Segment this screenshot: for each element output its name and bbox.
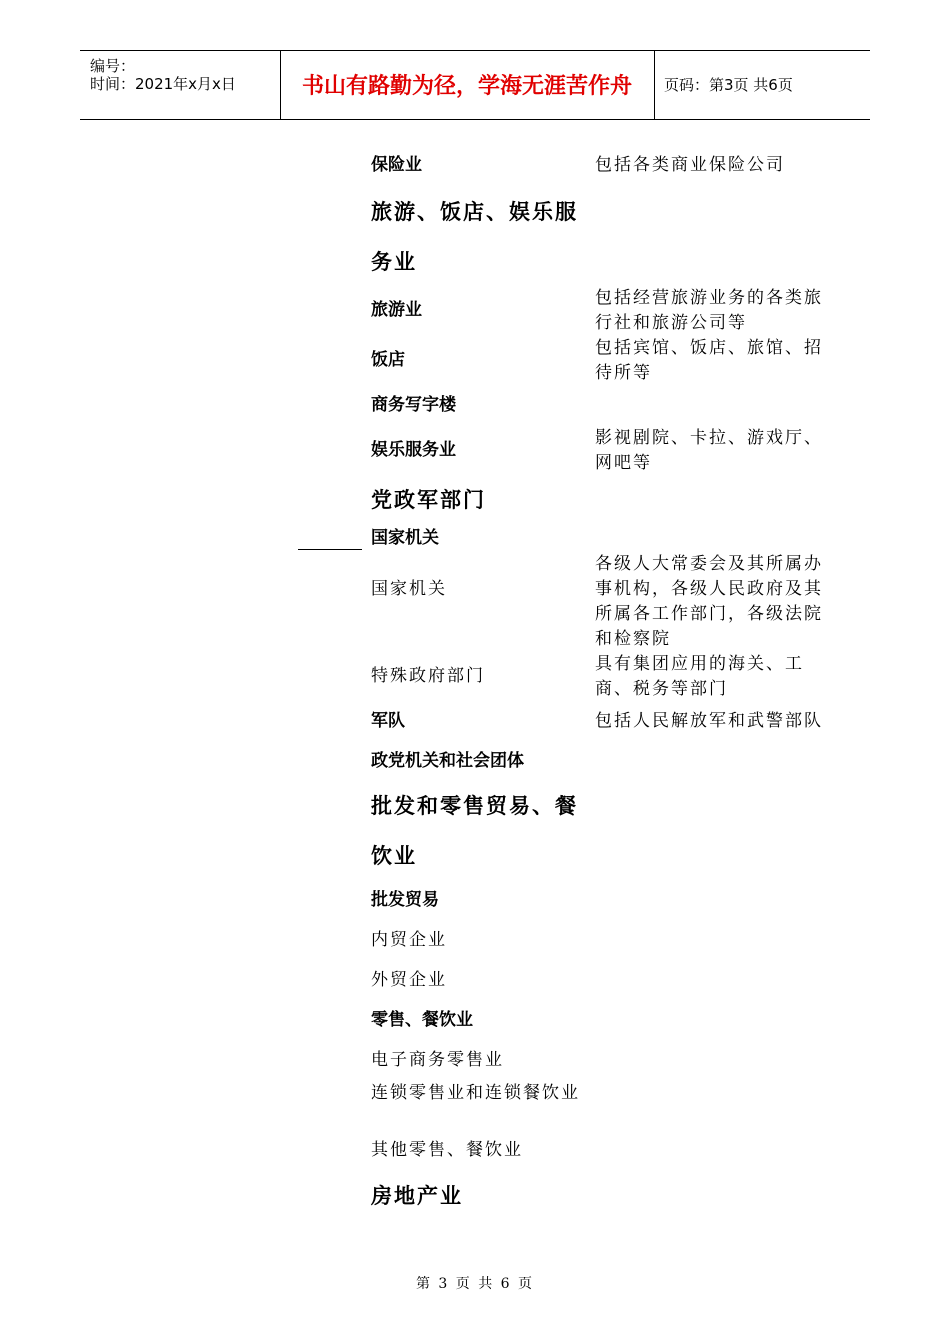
category-label: 军队 [371, 711, 405, 731]
category-label: 特殊政府部门 [371, 666, 485, 686]
category-description: 各级人大常委会及其所属办事机构，各级人民政府及其所属各工作部门，各级法院和检察院 [595, 554, 823, 649]
category-label: 内贸企业 [371, 930, 447, 950]
category-label: 旅游业 [371, 300, 422, 320]
subcategory-label: 零售、餐饮业 [371, 1010, 473, 1030]
page-header [80, 50, 870, 120]
category-description: 包括经营旅游业务的各类旅行社和旅游公司等 [595, 288, 823, 333]
category-description: 包括各类商业保险公司 [595, 155, 785, 175]
category-label: 娱乐服务业 [371, 440, 456, 460]
category-label: 保险业 [371, 155, 422, 175]
header-motto: 书山有路勤为径，学海无涯苦作舟 [301, 74, 632, 99]
section-title-line: 房地产业 [371, 1183, 463, 1208]
section-title-line: 批发和零售贸易、餐 [371, 793, 578, 818]
category-label: 国家机关 [371, 579, 447, 599]
category-label: 电子商务零售业 [371, 1050, 504, 1070]
document-number-label: 编号： [90, 57, 136, 75]
category-label: 政党机关和社会团体 [371, 751, 524, 771]
subcategory-label: 国家机关 [371, 528, 439, 548]
header-divider [280, 51, 281, 119]
header-page-info: 页码：第3页 共6页 [664, 76, 793, 94]
subcategory-label: 批发贸易 [371, 890, 439, 910]
header-divider [654, 51, 655, 119]
category-description: 具有集团应用的海关、工商、税务等部门 [595, 654, 804, 699]
category-description: 影视剧院、卡拉、游戏厅、网吧等 [595, 428, 823, 473]
document-time-label: 时间：2021年x月x日 [90, 75, 236, 93]
category-label: 饭店 [371, 350, 405, 370]
category-description: 包括宾馆、饭店、旅馆、招待所等 [595, 338, 823, 383]
page-footer: 第 3 页 共 6 页 [415, 1276, 535, 1292]
section-title-line: 饮业 [371, 843, 417, 868]
underline-rule [298, 549, 362, 550]
category-label: 其他零售、餐饮业 [371, 1140, 523, 1160]
category-label: 商务写字楼 [371, 395, 456, 415]
section-title-line: 党政军部门 [371, 487, 486, 512]
category-label: 连锁零售业和连锁餐饮业 [371, 1083, 580, 1103]
section-title-line: 务业 [371, 249, 417, 274]
section-title-line: 旅游、饭店、娱乐服 [371, 199, 578, 224]
category-description: 包括人民解放军和武警部队 [595, 711, 823, 731]
category-label: 外贸企业 [371, 970, 447, 990]
